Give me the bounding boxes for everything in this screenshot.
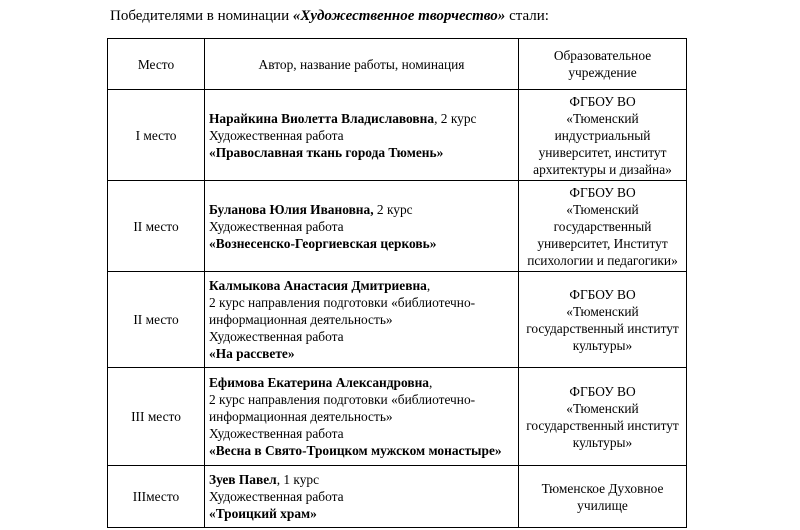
row-work: Буланова Юлия Ивановна, 2 курс Художественная работа «Вознесенско-Георгиевская церковь» bbox=[205, 181, 519, 272]
row-place: II место bbox=[108, 181, 205, 272]
heading-suffix: стали: bbox=[505, 8, 549, 24]
header-work: Автор, название работы, номинация bbox=[205, 39, 519, 90]
table-row bbox=[108, 466, 687, 528]
author-name: Ефимова Екатерина Александровна bbox=[209, 375, 429, 390]
row-institution: ФГБОУ ВО «Тюменский индустриальный университет, институт архитектуры и дизайна» bbox=[519, 90, 687, 181]
header-institution: Образовательное учреждение bbox=[519, 39, 687, 90]
heading-prefix: Победителями в номинации bbox=[110, 8, 293, 24]
header-place: Место bbox=[108, 39, 205, 90]
table-row bbox=[108, 181, 687, 272]
work-category: Художественная работа bbox=[209, 218, 344, 234]
author-name: Зуев Павел bbox=[209, 472, 277, 487]
work-category: Художественная работа bbox=[209, 329, 344, 344]
winners-table bbox=[107, 38, 687, 528]
row-work: Ефимова Екатерина Александровна, 2 курс направления подготовки «библиотечно- информационная деятельность» Художественная работа «Весна в Свято-Троицком мужском монастыре» bbox=[205, 368, 519, 466]
row-work: Нарайкина Виолетта Владиславовна, 2 курс Художественная работа «Православная ткань города Тюмень» bbox=[205, 90, 519, 181]
row-institution: ФГБОУ ВО «Тюменский государственный университет, Институт психологии и педагогики» bbox=[519, 181, 687, 272]
row-institution: ФГБОУ ВО «Тюменский государственный институт культуры» bbox=[519, 272, 687, 368]
author-name: Нарайкина Виолетта Владиславовна bbox=[209, 110, 435, 126]
work-detail: 2 курс направления подготовки «библиотечно- bbox=[209, 295, 476, 310]
table-row bbox=[108, 368, 687, 466]
work-title: «Православная ткань города Тюмень» bbox=[209, 144, 444, 160]
author-name: Буланова Юлия Ивановна, bbox=[209, 201, 374, 217]
row-work: Зуев Павел, 1 курс Художественная работа «Троицкий храм» bbox=[205, 466, 519, 528]
row-institution: Тюменское Духовное училище bbox=[519, 466, 687, 528]
row-place: IIIместо bbox=[108, 466, 205, 528]
work-category: Художественная работа bbox=[209, 127, 344, 143]
row-place: II место bbox=[108, 272, 205, 368]
row-place: III место bbox=[108, 368, 205, 466]
work-detail: информационная деятельность» bbox=[209, 409, 393, 424]
table-row bbox=[108, 272, 687, 368]
heading-nomination: «Художественное творчество» bbox=[292, 8, 506, 24]
work-title: «Вознесенско-Георгиевская церковь» bbox=[209, 235, 437, 251]
work-title: «Весна в Свято-Троицком мужском монастыре» bbox=[209, 443, 502, 458]
work-title: «На рассвете» bbox=[209, 346, 295, 361]
table-header-row bbox=[108, 39, 687, 90]
work-detail: 2 курс направления подготовки «библиотечно- bbox=[209, 392, 476, 407]
row-work: Калмыкова Анастасия Дмитриевна, 2 курс направления подготовки «библиотечно- информационная деятельность» Художественная работа «На рассвете» bbox=[205, 272, 519, 368]
row-institution: ФГБОУ ВО «Тюменский государственный институт культуры» bbox=[519, 368, 687, 466]
work-title: «Троицкий храм» bbox=[209, 506, 317, 521]
work-category: Художественная работа bbox=[209, 489, 344, 504]
author-name: Калмыкова Анастасия Дмитриевна bbox=[209, 278, 427, 293]
work-detail: информационная деятельность» bbox=[209, 312, 393, 327]
row-place: I место bbox=[108, 90, 205, 181]
table-row bbox=[108, 90, 687, 181]
section-heading bbox=[110, 6, 549, 26]
work-category: Художественная работа bbox=[209, 426, 344, 441]
